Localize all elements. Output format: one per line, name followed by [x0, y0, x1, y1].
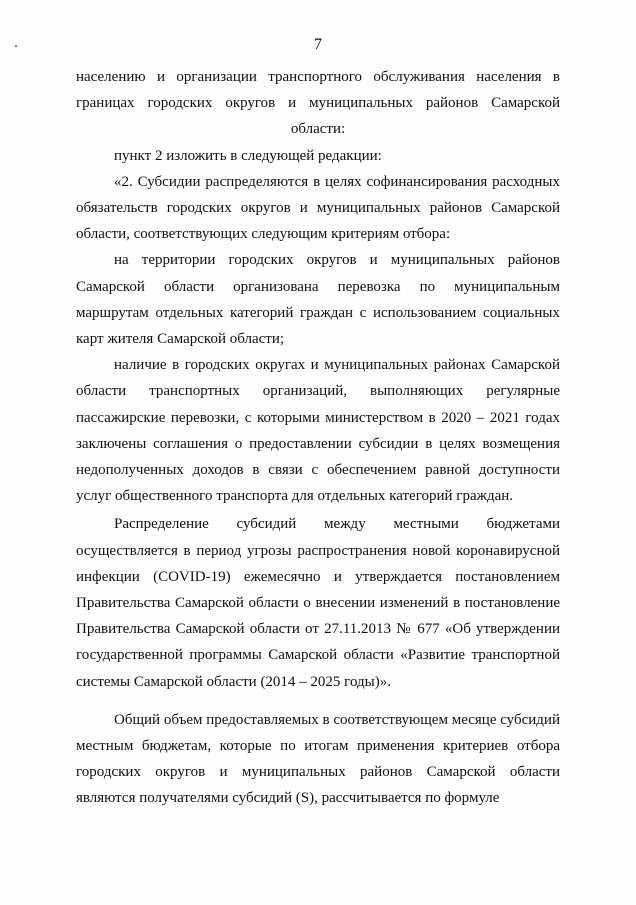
text-line: осуществляется в период угрозы распространения новой коронавирусной: [76, 542, 560, 559]
text-line: заключены соглашения о предоставлении субсидии в целях возмещения: [76, 435, 560, 452]
text-line: пункт 2 изложить в следующей редакции:: [114, 147, 382, 164]
text-line: являются получателями субсидий (S), рассчитывается по формуле: [76, 790, 500, 807]
text-line: инфекции (COVID-19) ежемесячно и утверждается постановлением: [76, 568, 560, 585]
text-line: недополученных доходов в связи с обеспечением равной доступности: [76, 462, 560, 479]
text-line: наличие в городских округах и муниципальных районах Самарской: [114, 357, 560, 374]
text-line: пассажирские перевозки, с которыми министерством в 2020 – 2021 годах: [76, 409, 560, 426]
document-body: [76, 64, 560, 812]
text-line: населению и организации транспортного обслуживания населения в: [76, 69, 560, 85]
text-line: области, соответствующих следующим критериям отбора:: [76, 226, 451, 243]
text-line: Правительства Самарской области от 27.11.2013 № 677 «Об утверждении: [76, 621, 560, 638]
paragraph-intro: [76, 64, 560, 143]
paragraph-total-volume: [76, 707, 560, 812]
text-line: Самарской области организована перевозка по муниципальным: [76, 278, 560, 295]
text-line: Общий объем предоставляемых в соответствующем месяце субсидий: [114, 711, 560, 728]
text-line: услуг общественного транспорта для отдельных категорий граждан.: [76, 488, 514, 505]
text-line: местным бюджетам, которые по итогам применения критериев отбора: [76, 738, 560, 755]
text-line: Распределение субсидий между местными бюджетами: [114, 516, 560, 533]
text-line: области:: [290, 121, 346, 138]
text-line: государственной программы Самарской области «Развитие транспортной: [76, 647, 560, 664]
text-line: карт жителя Самарской области;: [76, 331, 285, 348]
paragraph-amendment: [76, 143, 560, 169]
text-line: обязательств городских округов и муниципальных районов Самарской: [76, 200, 560, 217]
text-line: на территории городских округов и муниципальных районов: [114, 252, 560, 269]
text-line: области транспортных организаций, выполняющих регулярные: [76, 383, 560, 400]
text-line: системы Самарской области (2014 – 2025 годы)».: [76, 673, 391, 690]
page-number: 7: [314, 36, 322, 53]
paragraph-distribution: [76, 511, 560, 694]
text-line: маршрутам отдельных категорий граждан с использованием социальных: [76, 304, 560, 321]
paragraph-subsidies: [76, 169, 560, 248]
text-line: границах городских округов и муниципальных районов Самарской: [76, 95, 560, 112]
text-line: городских округов и муниципальных районов Самарской области: [76, 764, 560, 781]
text-line: «2. Субсидии распределяются в целях софинансирования расходных: [114, 173, 560, 190]
paragraph-criterion-2: [76, 352, 560, 509]
paragraph-criterion-1: [76, 247, 560, 352]
text-line: Правительства Самарской области о внесении изменений в постановление: [76, 595, 560, 612]
